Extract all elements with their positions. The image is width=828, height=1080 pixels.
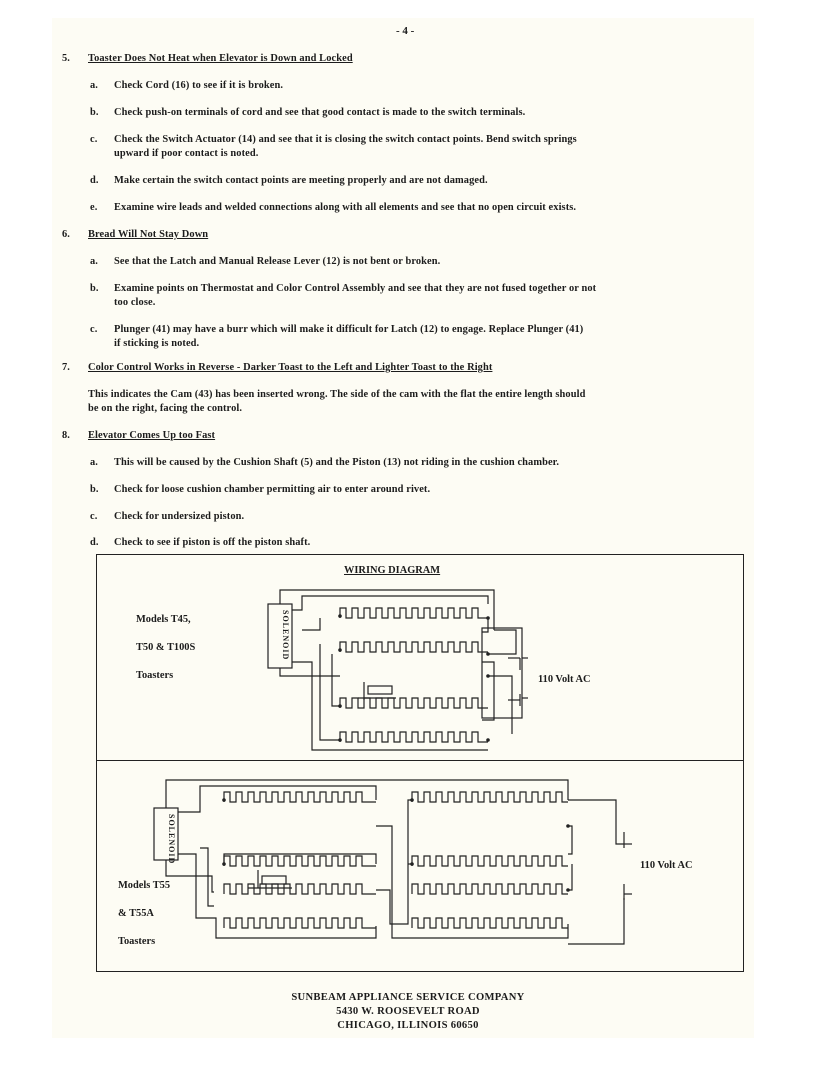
model-label: Models T45, (136, 614, 191, 625)
heating-element-bottom-2 (224, 856, 376, 866)
thermostat-bottom (262, 876, 286, 884)
diagram-title: WIRING DIAGRAM (344, 565, 441, 576)
item-letter: c. (90, 324, 98, 335)
footer-city: CHICAGO, ILLINOIS 60650 (337, 1020, 479, 1031)
section-number: 7. (62, 362, 70, 373)
wiring-diagram (96, 554, 744, 972)
section-title: Toaster Does Not Heat when Elevator is Down and Locked (88, 53, 353, 64)
section-title: Elevator Comes Up too Fast (88, 430, 216, 441)
heating-element-bottom-6 (412, 856, 568, 866)
item-letter: b. (90, 484, 99, 495)
item-letter: d. (90, 537, 99, 548)
heating-element-bottom-8 (412, 918, 568, 928)
item-letter: d. (90, 175, 99, 186)
wire (332, 654, 340, 706)
item-text: See that the Latch and Manual Release Lever (12) is not bent or broken. (114, 256, 441, 267)
wire (488, 676, 512, 734)
section-number: 8. (62, 430, 70, 441)
item-text: Check to see if piston is off the piston shaft. (114, 537, 311, 548)
paragraph-text: be on the right, facing the control. (88, 403, 243, 414)
section-number: 5. (62, 53, 70, 64)
item-text: Plunger (41) may have a burr which will make it difficult for Latch (12) to engage. Replace Plunger (41) (114, 324, 584, 335)
wire (376, 800, 412, 924)
model-label: Toasters (136, 670, 174, 681)
item-letter: e. (90, 202, 98, 213)
wire (166, 860, 214, 892)
item-text: Make certain the switch contact points are meeting properly and are not damaged. (114, 175, 488, 186)
wire (568, 826, 572, 854)
solenoid-label-bottom: SOLENOID (167, 814, 176, 865)
model-label: T50 & T100S (136, 642, 196, 653)
wire (482, 618, 488, 632)
paragraph-text: This indicates the Cam (43) has been inserted wrong. The side of the cam with the flat the entire length should (88, 389, 586, 400)
item-text: Check the Switch Actuator (14) and see that it is closing the switch contact points. Bend switch springs (114, 134, 577, 145)
heating-element-bottom-5 (412, 792, 568, 802)
page-number: - 4 - (396, 25, 415, 37)
wire (320, 644, 340, 740)
item-letter: c. (90, 134, 98, 145)
item-letter: a. (90, 80, 98, 91)
heating-element-bottom-7 (412, 884, 568, 894)
item-text: upward if poor contact is noted. (114, 148, 259, 159)
footer-company: SUNBEAM APPLIANCE SERVICE COMPANY (291, 992, 525, 1003)
solenoid-label-top: SOLENOID (281, 610, 290, 661)
item-text: too close. (114, 297, 156, 308)
heating-element-bottom-4 (224, 918, 376, 928)
item-letter: a. (90, 457, 98, 468)
wire (568, 864, 572, 890)
heating-element-top-2 (340, 642, 488, 652)
wire (280, 668, 340, 676)
model-label: Toasters (118, 936, 156, 947)
wire (568, 898, 624, 944)
item-text: Check Cord (16) to see if it is broken. (114, 80, 284, 91)
item-letter: b. (90, 283, 99, 294)
footer-address: 5430 W. ROOSEVELT ROAD (336, 1006, 480, 1017)
section-number: 6. (62, 229, 70, 240)
item-letter: a. (90, 256, 98, 267)
wire (488, 630, 516, 654)
model-label: Models T55 (118, 880, 171, 891)
item-text: Examine wire leads and welded connections along with all elements and see that no open circuit exists. (114, 202, 577, 213)
wire (568, 800, 624, 844)
thermostat-top (368, 686, 392, 694)
heating-element-top-4 (340, 732, 488, 742)
item-text: Check push-on terminals of cord and see that good contact is made to the switch terminals. (114, 107, 526, 118)
voltage-label-bottom: 110 Volt AC (640, 860, 693, 871)
wire (302, 618, 320, 630)
wire (178, 786, 376, 812)
section-title: Color Control Works in Reverse - Darker Toast to the Left and Lighter Toast to the Right (88, 362, 493, 373)
item-text: Examine points on Thermostat and Color Control Assembly and see that they are not fused together or not (114, 283, 597, 294)
heating-element-top-1 (340, 608, 488, 618)
item-text: Check for undersized piston. (114, 511, 245, 522)
item-text: This will be caused by the Cushion Shaft (5) and the Piston (13) not riding in the cushion chamber. (114, 457, 560, 468)
heating-element-bottom-1 (224, 792, 376, 802)
wire (482, 662, 494, 720)
heating-element-bottom-3 (224, 884, 376, 894)
wire (292, 662, 488, 750)
voltage-label-top: 110 Volt AC (538, 674, 591, 685)
item-text: if sticking is noted. (114, 338, 200, 349)
item-text: Check for loose cushion chamber permitting air to enter around rivet. (114, 484, 431, 495)
item-letter: c. (90, 511, 98, 522)
item-letter: b. (90, 107, 99, 118)
section-title: Bread Will Not Stay Down (88, 229, 209, 240)
model-label: & T55A (118, 908, 154, 919)
heating-element-top-3 (340, 698, 488, 708)
